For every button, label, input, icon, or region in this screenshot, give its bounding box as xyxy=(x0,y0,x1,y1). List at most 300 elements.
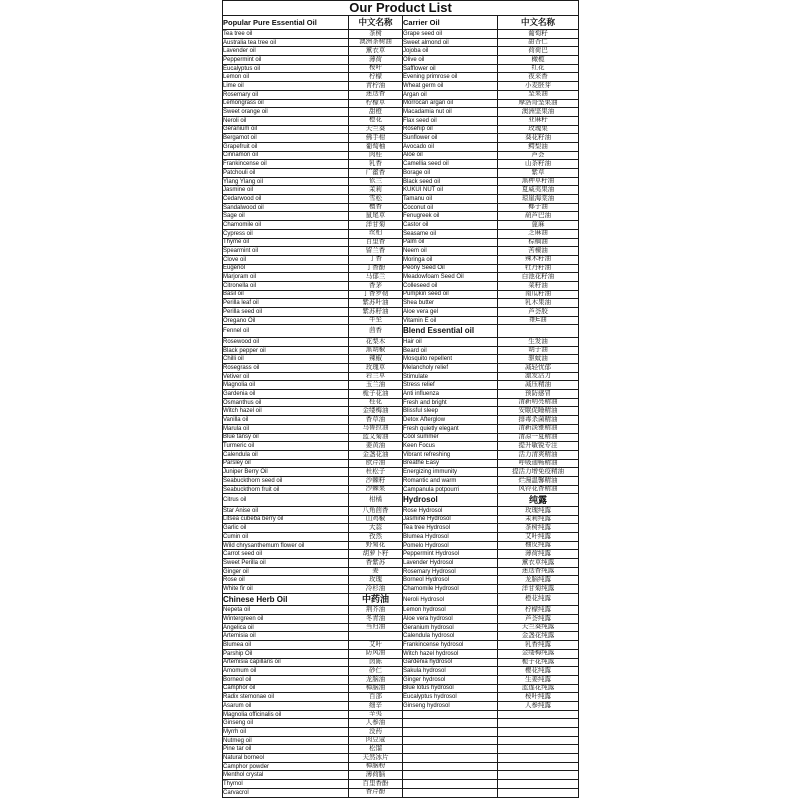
product-name-en-left: Australia tea tree oil xyxy=(223,38,349,47)
product-name-en-left: Garlic oil xyxy=(223,524,349,533)
product-name-en-left: Nutmeg oil xyxy=(223,736,349,745)
table-row xyxy=(223,459,579,468)
table-row xyxy=(223,169,579,178)
product-name-en-right: Jasmine Hydrosol xyxy=(403,515,498,524)
product-list-table xyxy=(222,0,579,798)
product-name-zh-left: 香草油 xyxy=(349,416,403,425)
product-name-zh-right: 橙花纯露 xyxy=(498,593,579,606)
product-name-en-right xyxy=(403,788,498,797)
product-name-en-left: Gardenia oil xyxy=(223,390,349,399)
product-name-zh-right: 甜杏仁 xyxy=(498,38,579,47)
product-name-zh-left: 百里香 xyxy=(349,238,403,247)
page-title: Our Product List xyxy=(223,1,579,16)
product-name-zh-right: 烂漫温馨精油 xyxy=(498,476,579,485)
table-row xyxy=(223,424,579,433)
table-row xyxy=(223,82,579,91)
product-name-zh-right: 金盏花纯露 xyxy=(498,632,579,641)
product-name-zh-right xyxy=(498,719,579,728)
product-name-en-right xyxy=(403,754,498,763)
table-row xyxy=(223,38,579,47)
product-name-zh-right: 茉莉纯露 xyxy=(498,515,579,524)
product-name-en-left: Carvacrol xyxy=(223,788,349,797)
product-name-en-right: Jojoba oil xyxy=(403,47,498,56)
product-name-en-right: Melancholy relief xyxy=(403,364,498,373)
table-row xyxy=(223,576,579,585)
product-name-en-right: Mosquito repellent xyxy=(403,355,498,364)
product-name-en-right: Sunflower oil xyxy=(403,134,498,143)
table-row xyxy=(223,745,579,754)
table-row xyxy=(223,325,579,338)
product-name-zh-right: 紫草 xyxy=(498,169,579,178)
product-name-zh-left: 澳洲茶树油 xyxy=(349,38,403,47)
product-name-zh-left: 人参油 xyxy=(349,719,403,728)
product-name-en-left: Cedarwood oil xyxy=(223,195,349,204)
table-row xyxy=(223,125,579,134)
product-name-zh-right: 芝麻油 xyxy=(498,229,579,238)
product-name-en-left: Seabuckthorn seed oil xyxy=(223,476,349,485)
product-name-en-left: Patchouli oil xyxy=(223,169,349,178)
product-name-zh-right: 乳木果油 xyxy=(498,299,579,308)
product-name-en-left: Fennel oil xyxy=(223,325,349,338)
product-name-en-right xyxy=(403,771,498,780)
product-name-zh-left: 防风油 xyxy=(349,649,403,658)
product-name-en-right: Morrocan argan oil xyxy=(403,99,498,108)
product-name-en-right: Blue lotus hydrosol xyxy=(403,684,498,693)
product-name-en-left: Bergamot oil xyxy=(223,134,349,143)
product-name-en-left: Thymol xyxy=(223,780,349,789)
product-name-zh-right: 亚麻籽 xyxy=(498,116,579,125)
table-row xyxy=(223,56,579,65)
product-name-en-left: Black pepper oil xyxy=(223,346,349,355)
table-row xyxy=(223,299,579,308)
product-name-zh-left: 依兰 xyxy=(349,177,403,186)
product-name-zh-right: 玫瑰纯露 xyxy=(498,506,579,515)
product-name-zh-right: 摩洛哥坚果油 xyxy=(498,99,579,108)
product-name-en-right: Peppermint Hydrosol xyxy=(403,550,498,559)
product-name-zh-right: 纯露 xyxy=(498,494,579,507)
product-name-zh-right: 预防感冒 xyxy=(498,390,579,399)
product-name-en-left: Oregano Oil xyxy=(223,316,349,325)
product-name-en-left: Juniper Berry Oil xyxy=(223,468,349,477)
product-name-en-left: Citrus oil xyxy=(223,494,349,507)
product-name-zh-right: 琼崖海棠油 xyxy=(498,195,579,204)
table-row xyxy=(223,623,579,632)
product-name-en-right: Blumea Hydrosol xyxy=(403,533,498,542)
product-name-en-left: Nepeta oil xyxy=(223,606,349,615)
product-name-en-left: Osmanthus oil xyxy=(223,398,349,407)
product-name-zh-left: 肉豆蔻 xyxy=(349,736,403,745)
product-name-zh-left: 桉叶 xyxy=(349,64,403,73)
product-name-zh-left: 鼠尾草 xyxy=(349,212,403,221)
product-name-zh-left: 茶树 xyxy=(349,30,403,39)
product-name-en-right: Geranium hydrosol xyxy=(403,623,498,632)
product-name-en-right: Sweet almond oil xyxy=(403,38,498,47)
product-name-zh-right: 风铃花香精油 xyxy=(498,485,579,494)
product-name-zh-left: 黑胡椒 xyxy=(349,346,403,355)
product-name-en-left: Amomum oil xyxy=(223,667,349,676)
product-name-en-right: Beard oil xyxy=(403,346,498,355)
table-row xyxy=(223,515,579,524)
product-name-zh-left: 茵陈 xyxy=(349,658,403,667)
product-name-zh-right xyxy=(498,762,579,771)
product-name-en-right: Ginseng hydrosol xyxy=(403,701,498,710)
table-row xyxy=(223,186,579,195)
product-name-zh-left: 金缕梅油 xyxy=(349,407,403,416)
product-name-zh-right: 夏威夷果油 xyxy=(498,186,579,195)
table-row xyxy=(223,433,579,442)
product-name-en-left: Blue tansy oil xyxy=(223,433,349,442)
product-name-en-left: Star Anise oil xyxy=(223,506,349,515)
product-name-zh-left: 松馏 xyxy=(349,745,403,754)
product-name-en-right: Castor oil xyxy=(403,221,498,230)
product-name-zh-left: 雪松 xyxy=(349,195,403,204)
product-name-zh-right: 迷迭香纯露 xyxy=(498,567,579,576)
product-name-zh-right: 安眠促睡精油 xyxy=(498,407,579,416)
product-name-en-left: Sage oil xyxy=(223,212,349,221)
product-name-zh-left: 马郁兰 xyxy=(349,273,403,282)
product-name-en-right: Seasame oil xyxy=(403,229,498,238)
table-row xyxy=(223,585,579,594)
product-name-en-left: Ginseng oil xyxy=(223,719,349,728)
product-name-en-right: Stimulate xyxy=(403,372,498,381)
product-name-zh-right: 清新明亮精油 xyxy=(498,398,579,407)
product-name-zh-right: 小麦胚芽 xyxy=(498,82,579,91)
table-row xyxy=(223,736,579,745)
product-name-zh-right: 椰子油 xyxy=(498,203,579,212)
product-name-en-right: Lavender Hydrosol xyxy=(403,559,498,568)
product-name-zh-right: 棕榈油 xyxy=(498,238,579,247)
product-name-en-left: Sweet Perilla oil xyxy=(223,559,349,568)
table-row xyxy=(223,719,579,728)
product-name-en-right xyxy=(403,780,498,789)
product-table-body xyxy=(223,1,579,798)
product-name-en-right: Argan oil xyxy=(403,90,498,99)
product-name-en-right xyxy=(403,762,498,771)
product-name-zh-left: 栀子花油 xyxy=(349,390,403,399)
product-name-en-left: Blumea oil xyxy=(223,641,349,650)
product-name-zh-left: 丁香 xyxy=(349,255,403,264)
product-name-zh-right: 菜籽油 xyxy=(498,281,579,290)
product-name-zh-left: 桂花 xyxy=(349,398,403,407)
product-name-en-left: Marula oil xyxy=(223,424,349,433)
product-name-zh-left: 中药油 xyxy=(349,593,403,606)
product-name-en-right: Coconut oil xyxy=(403,203,498,212)
product-name-en-left: Rosewood oil xyxy=(223,337,349,346)
product-name-zh-right: 澳洲坚果油 xyxy=(498,108,579,117)
product-name-zh-left: 马鲁拉油 xyxy=(349,424,403,433)
table-row xyxy=(223,728,579,737)
product-name-en-right: Vitamin E oil xyxy=(403,316,498,325)
product-name-zh-left: 薰衣草 xyxy=(349,47,403,56)
table-row xyxy=(223,134,579,143)
table-row xyxy=(223,632,579,641)
product-name-en-left: Vetiver oil xyxy=(223,372,349,381)
product-name-en-left: Pine tar oil xyxy=(223,745,349,754)
table-row xyxy=(223,355,579,364)
product-name-en-left: Geranium oil xyxy=(223,125,349,134)
product-name-en-left: Calendula oil xyxy=(223,450,349,459)
table-row xyxy=(223,641,579,650)
product-name-en-left: Chamomile oil xyxy=(223,221,349,230)
table-row xyxy=(223,212,579,221)
table-row xyxy=(223,658,579,667)
product-name-en-left: Grapefruit oil xyxy=(223,142,349,151)
table-row xyxy=(223,116,579,125)
product-name-zh-right: 葵花籽油 xyxy=(498,134,579,143)
product-name-zh-left: 樟脑油 xyxy=(349,684,403,693)
product-name-en-right: Fresh and bright xyxy=(403,398,498,407)
product-name-en-left: Myrrh oil xyxy=(223,728,349,737)
product-name-en-left: Vanilla oil xyxy=(223,416,349,425)
table-row xyxy=(223,468,579,477)
product-name-zh-left: 牛至 xyxy=(349,316,403,325)
product-name-en-right: Cool summer xyxy=(403,433,498,442)
table-row xyxy=(223,450,579,459)
table-row xyxy=(223,788,579,797)
product-name-zh-left: 留兰香 xyxy=(349,247,403,256)
product-name-en-right: Tamanu oil xyxy=(403,195,498,204)
product-name-zh-left xyxy=(349,632,403,641)
product-name-zh-left: 柠檬草 xyxy=(349,99,403,108)
product-name-en-left: Angelica oil xyxy=(223,623,349,632)
product-name-zh-left: 乳香 xyxy=(349,160,403,169)
product-name-zh-right: 生发油 xyxy=(498,337,579,346)
product-name-zh-left: 冬青油 xyxy=(349,615,403,624)
header-chinese-name-left: 中文名称 xyxy=(349,16,403,30)
product-name-zh-right: 白池花籽油 xyxy=(498,273,579,282)
product-name-en-right: Shea butter xyxy=(403,299,498,308)
product-name-zh-left: 姜黄油 xyxy=(349,442,403,451)
product-name-zh-right: 活力清爽精油 xyxy=(498,450,579,459)
product-name-zh-right: 减压精油 xyxy=(498,381,579,390)
product-name-en-right: Neem oil xyxy=(403,247,498,256)
product-name-zh-left: 茴香 xyxy=(349,325,403,338)
product-name-en-right: Grape seed oil xyxy=(403,30,498,39)
product-name-en-left: Sweet orange oil xyxy=(223,108,349,117)
product-name-zh-right: 桉叶纯露 xyxy=(498,693,579,702)
product-name-zh-right: 提升敏锐专注 xyxy=(498,442,579,451)
table-row xyxy=(223,416,579,425)
table-row xyxy=(223,567,579,576)
product-name-en-right: Fresh quietly elegant xyxy=(403,424,498,433)
product-name-zh-left: 天竺葵 xyxy=(349,125,403,134)
table-row xyxy=(223,346,579,355)
product-name-zh-right: 乳香纯露 xyxy=(498,641,579,650)
product-name-zh-left: 薄荷 xyxy=(349,56,403,65)
product-name-en-left: Natural borneol xyxy=(223,754,349,763)
product-name-zh-right: 山茶籽油 xyxy=(498,160,579,169)
product-name-en-right: Rose Hydrosol xyxy=(403,506,498,515)
product-name-zh-right xyxy=(498,710,579,719)
table-row xyxy=(223,485,579,494)
product-name-zh-right: 减轻忧郁 xyxy=(498,364,579,373)
product-name-en-right: Aloe vera hydrosol xyxy=(403,615,498,624)
table-row xyxy=(223,524,579,533)
title-row xyxy=(223,1,579,16)
product-name-zh-left: 胡萝卜籽 xyxy=(349,550,403,559)
product-name-en-left: Ylang Ylang oil xyxy=(223,177,349,186)
product-name-en-right: Blend Essential oil xyxy=(403,325,498,338)
table-row xyxy=(223,337,579,346)
product-name-en-left: Chilli oil xyxy=(223,355,349,364)
product-name-en-left: Camphor powder xyxy=(223,762,349,771)
table-row xyxy=(223,693,579,702)
table-row xyxy=(223,221,579,230)
product-name-en-left: Chinese Herb Oil xyxy=(223,593,349,606)
product-name-zh-right: 驱蚊油 xyxy=(498,355,579,364)
table-row xyxy=(223,99,579,108)
product-name-zh-right xyxy=(498,325,579,338)
product-name-en-right: Neroli Hydrosol xyxy=(403,593,498,606)
column-header-row xyxy=(223,16,579,30)
product-name-en-right: Calendula hydrosol xyxy=(403,632,498,641)
product-name-zh-left: 葡萄柚 xyxy=(349,142,403,151)
table-row xyxy=(223,675,579,684)
table-row xyxy=(223,780,579,789)
product-name-en-left: Parsley oil xyxy=(223,459,349,468)
table-row xyxy=(223,64,579,73)
table-row xyxy=(223,229,579,238)
table-row xyxy=(223,73,579,82)
product-name-zh-left: 茉莉 xyxy=(349,186,403,195)
product-name-zh-right: 樱花纯露 xyxy=(498,667,579,676)
product-name-zh-left: 洋甘菊 xyxy=(349,221,403,230)
product-name-en-right: Chamomile Hydrosol xyxy=(403,585,498,594)
product-name-zh-right xyxy=(498,788,579,797)
header-essential-oil: Popular Pure Essential Oil xyxy=(223,16,349,30)
product-name-en-right: Anti influenza xyxy=(403,390,498,399)
product-name-zh-left: 樟脑粉 xyxy=(349,762,403,771)
product-name-en-left: Peppermint oil xyxy=(223,56,349,65)
product-name-en-right: Hair oil xyxy=(403,337,498,346)
table-row xyxy=(223,195,579,204)
product-name-en-right xyxy=(403,728,498,737)
product-name-zh-right: 胡子油 xyxy=(498,346,579,355)
product-name-zh-left: 山鸡椒 xyxy=(349,515,403,524)
product-name-zh-left: 紫苏籽油 xyxy=(349,308,403,317)
product-name-zh-right: 鳄梨油 xyxy=(498,142,579,151)
table-row xyxy=(223,308,579,317)
product-name-en-left: Eugenol xyxy=(223,264,349,273)
product-name-zh-left: 甜橙 xyxy=(349,108,403,117)
product-name-en-right: Macadamia nut oil xyxy=(403,108,498,117)
table-row xyxy=(223,290,579,299)
product-name-zh-right: 洋甘菊纯露 xyxy=(498,585,579,594)
table-row xyxy=(223,541,579,550)
product-name-en-left: Marjoram oil xyxy=(223,273,349,282)
table-row xyxy=(223,442,579,451)
product-name-en-right: KUKUI NUT oil xyxy=(403,186,498,195)
product-name-zh-left: 天然冰片 xyxy=(349,754,403,763)
product-name-en-left: Lime oil xyxy=(223,82,349,91)
product-name-en-right: Flax seed oil xyxy=(403,116,498,125)
product-name-zh-right: 金缕梅纯露 xyxy=(498,649,579,658)
product-name-en-left: Magnolia oil xyxy=(223,381,349,390)
product-name-zh-right: 芦荟纯露 xyxy=(498,615,579,624)
table-row xyxy=(223,754,579,763)
product-name-en-left: Jasmine oil xyxy=(223,186,349,195)
product-name-zh-right: 激发活力 xyxy=(498,372,579,381)
product-name-zh-right: 牡丹籽油 xyxy=(498,264,579,273)
product-name-zh-right: 提活力增免疫精油 xyxy=(498,468,579,477)
product-name-en-right xyxy=(403,745,498,754)
product-name-en-left: Cypress oil xyxy=(223,229,349,238)
product-name-en-left: Perilla leaf oil xyxy=(223,299,349,308)
product-name-en-right: Rosehip oil xyxy=(403,125,498,134)
product-name-zh-left: 佛手柑 xyxy=(349,134,403,143)
product-name-zh-left: 姜 xyxy=(349,567,403,576)
product-name-zh-left: 沙棘果 xyxy=(349,485,403,494)
product-name-en-left: Frankincense oil xyxy=(223,160,349,169)
product-name-en-right: Peony Seed Oil xyxy=(403,264,498,273)
product-name-zh-right: 荷荷巴 xyxy=(498,47,579,56)
product-name-en-right: Sakula hydrosol xyxy=(403,667,498,676)
product-name-zh-right: 呼吸通畅精油 xyxy=(498,459,579,468)
product-name-en-right: Aloe oil xyxy=(403,151,498,160)
product-name-zh-left: 香茅 xyxy=(349,281,403,290)
product-name-en-right: Energizing immunity xyxy=(403,468,498,477)
product-name-en-left: Carrot seed oil xyxy=(223,550,349,559)
product-name-zh-right xyxy=(498,745,579,754)
product-name-zh-right xyxy=(498,736,579,745)
product-name-en-right: Avocado oil xyxy=(403,142,498,151)
product-name-zh-right: 玫瑰果 xyxy=(498,125,579,134)
product-name-zh-right: 生姜纯露 xyxy=(498,675,579,684)
product-name-en-right: Pumpkin seed oil xyxy=(403,290,498,299)
product-name-zh-left: 辛夷 xyxy=(349,710,403,719)
product-name-en-right: Borage oil xyxy=(403,169,498,178)
product-name-zh-right: 黑种草籽油 xyxy=(498,177,579,186)
product-name-zh-left: 迷迭香 xyxy=(349,90,403,99)
product-name-zh-right: 辣木籽油 xyxy=(498,255,579,264)
table-row xyxy=(223,649,579,658)
product-name-en-right: Palm oil xyxy=(403,238,498,247)
product-name-zh-left: 荆芥油 xyxy=(349,606,403,615)
product-name-zh-right: 薰衣草纯露 xyxy=(498,559,579,568)
product-name-zh-right: 坚果油 xyxy=(498,90,579,99)
header-carrier-oil: Carrier Oil xyxy=(403,16,498,30)
product-name-zh-right xyxy=(498,780,579,789)
product-name-en-right: Breathe Easy xyxy=(403,459,498,468)
product-name-en-left: Wild chrysanthemum flower oil xyxy=(223,541,349,550)
product-name-en-left: Clove oil xyxy=(223,255,349,264)
table-row xyxy=(223,494,579,507)
product-name-en-left: Tea tree oil xyxy=(223,30,349,39)
product-name-en-left: Wintergreen oil xyxy=(223,615,349,624)
product-name-en-right: Stress relief xyxy=(403,381,498,390)
table-row xyxy=(223,316,579,325)
product-name-en-left: Parship Oil xyxy=(223,649,349,658)
product-name-en-right: Wheat germ oil xyxy=(403,82,498,91)
product-name-en-right: Romantic and warm xyxy=(403,476,498,485)
table-row xyxy=(223,771,579,780)
product-name-zh-right xyxy=(498,771,579,780)
table-row xyxy=(223,407,579,416)
product-name-zh-left: 柠檬 xyxy=(349,73,403,82)
product-name-zh-left: 薄荷脑 xyxy=(349,771,403,780)
product-name-en-left: Eucalyptus oil xyxy=(223,64,349,73)
product-name-zh-left: 丁香罗勒 xyxy=(349,290,403,299)
product-name-zh-left: 百部 xyxy=(349,693,403,702)
product-name-en-left: Rose oil xyxy=(223,576,349,585)
product-name-zh-left: 橙花 xyxy=(349,116,403,125)
product-name-zh-left: 沙棘籽 xyxy=(349,476,403,485)
product-name-zh-left: 玫瑰 xyxy=(349,576,403,585)
product-name-en-left: Sandalwood oil xyxy=(223,203,349,212)
table-row xyxy=(223,151,579,160)
product-name-zh-right: 芦荟 xyxy=(498,151,579,160)
product-name-zh-right: 艾叶纯露 xyxy=(498,533,579,542)
